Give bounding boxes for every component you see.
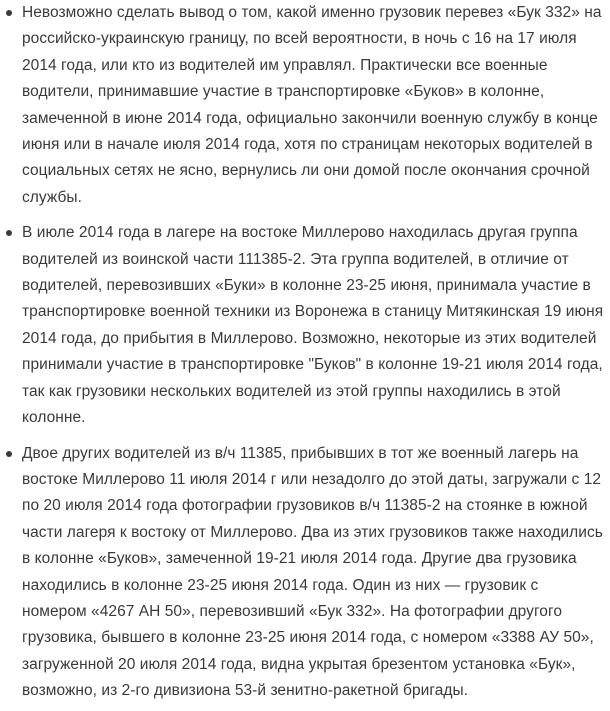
list-item-text: В июле 2014 года в лагере на востоке Миллерово находилась другая группа водителей из воинской части 111385-2. Эта группа водителей, в отличие от водителей, перевозивших «Буки» в колонне 23-25 июня, принимала участие в транспортировке военной техники из Воронежа в станицу Митякинская 19 июня 2014 года, до прибытия в Миллерово. Возможно, некоторые из этих водителей принимали участие в транспортировке "Буков" в колонне 19-21 июля 2014 года, так как грузовики нескольких водителей из этой группы находились в этой колонне. bbox=[22, 224, 604, 427]
bullet-dot-icon bbox=[6, 10, 12, 16]
bullet-dot-icon bbox=[6, 451, 12, 457]
list-item bbox=[4, 441, 606, 705]
list-item bbox=[4, 220, 606, 431]
bullet-dot-icon bbox=[6, 230, 12, 236]
list-item bbox=[4, 0, 606, 211]
list-item-text: Двое других водителей из в/ч 11385, прибывших в тот же военный лагерь на востоке Миллерово 11 июля 2014 г или незадолго до этой даты, загружали с 12 по 20 июля 2014 года фотографии грузовиков в/ч 11385-2 на стоянке в южной части лагеря к востоку от Миллерово. Два из этих грузовиков также находились в колонне «Буков», замеченной 19-21 июля 2014 года. Другие два грузовика находились в колонне 23-25 июня 2014 года. Один из них — грузовик с номером «4267 АН 50», перевозивший «Бук 332». На фотографии другого грузовика, бывшего в колонне 23-25 июня 2014 года, с номером «3388 АУ 50», загруженной 20 июля 2014 года, видна укрытая брезентом установка «Бук», возможно, из 2-го дивизиона 53-й зенитно-ракетной бригады. bbox=[22, 444, 603, 700]
list-item-text: Невозможно сделать вывод о том, какой именно грузовик перевез «Бук 332» на российско-украинскую границу, по всей вероятности, в ночь с 16 на 17 июля 2014 года, или кто из водителей им управлял. Практически все военные водители, принимавшие участие в транспортировке «Буков» в колонне, замеченной в июне 2014 года, официально закончили военную службу в конце июня или в начале июля 2014 года, хотя по страницам некоторых водителей в социальных сетях не ясно, вернулись ли они домой после окончания срочной службы. bbox=[22, 4, 602, 206]
bullet-list bbox=[4, 0, 606, 705]
